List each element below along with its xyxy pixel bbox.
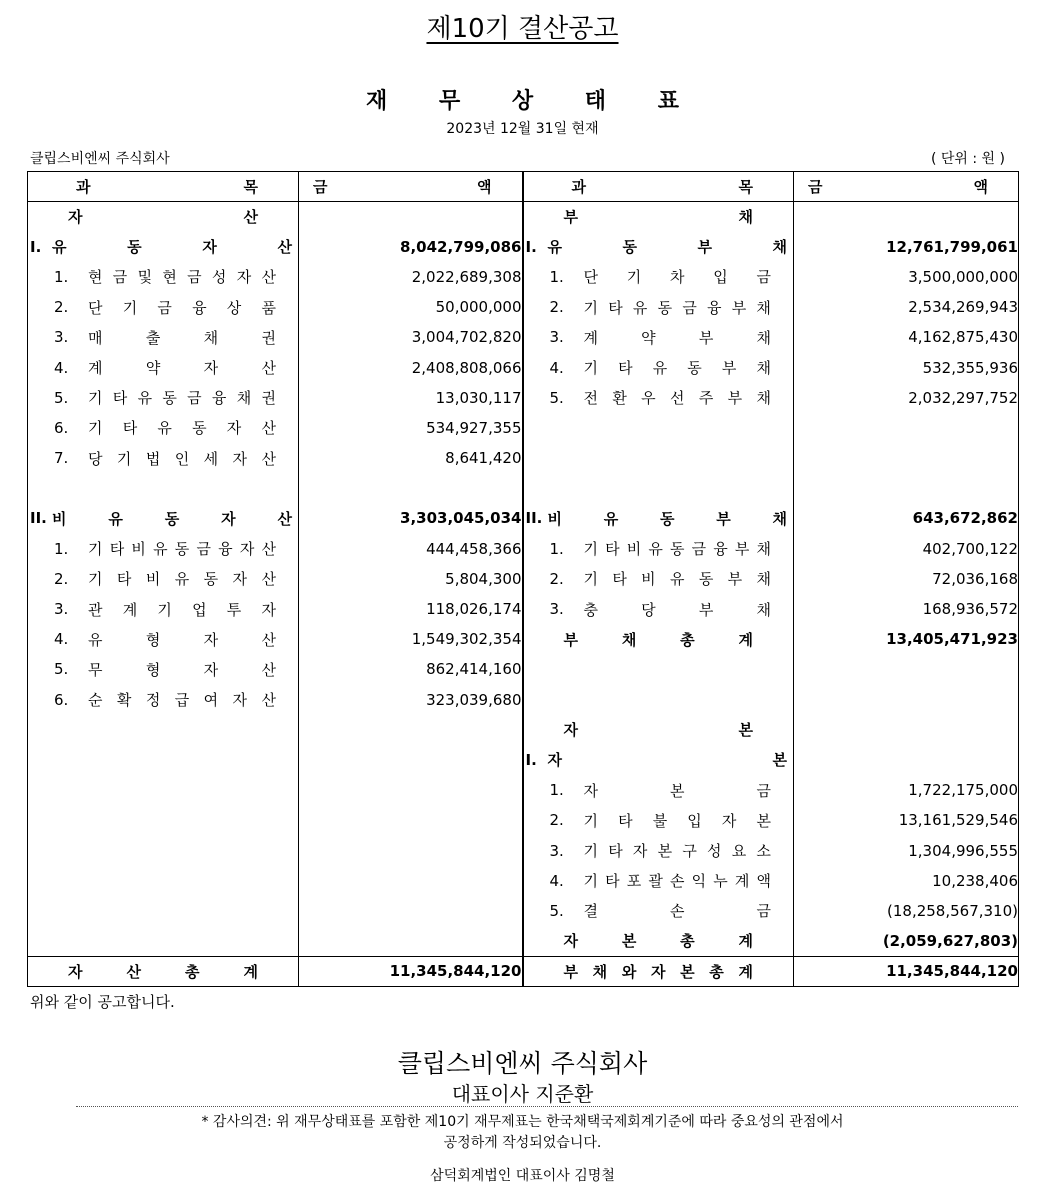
item-number: 4. bbox=[549, 871, 564, 890]
item-label: 기 타 유 동 부 채 bbox=[583, 359, 771, 378]
left-amount-cell: 8,042,799,086 bbox=[299, 232, 523, 262]
item-label: 현 금 및 현 금 성 자 산 bbox=[88, 268, 276, 287]
left-amount-cell bbox=[299, 926, 523, 956]
item-number: 4. bbox=[54, 630, 69, 649]
right-amount-cell: (2,059,627,803) bbox=[794, 926, 1019, 956]
table-row bbox=[28, 383, 1019, 413]
item-number: 7. bbox=[54, 449, 69, 468]
left-amount-cell bbox=[299, 473, 523, 503]
table-row bbox=[28, 202, 1019, 232]
section-label: 유 동 부 채 bbox=[547, 238, 787, 257]
table-row bbox=[28, 715, 1019, 745]
table-row bbox=[28, 443, 1019, 473]
right-item-cell bbox=[523, 866, 794, 896]
right-item-cell bbox=[523, 805, 794, 835]
left-item-cell bbox=[28, 745, 299, 775]
left-amount-cell: 534,927,355 bbox=[299, 413, 523, 443]
right-item-cell bbox=[523, 564, 794, 594]
section-label: 유 동 자 산 bbox=[52, 238, 292, 257]
item-number: 6. bbox=[54, 418, 69, 437]
right-item-cell bbox=[523, 473, 794, 503]
left-amount-cell bbox=[299, 715, 523, 745]
item-label: 충 당 부 채 bbox=[583, 600, 771, 619]
right-item-cell bbox=[523, 443, 794, 473]
item-label: 기 타 유 동 금 융 채 권 bbox=[88, 389, 276, 408]
signature-ceo: 대표이사 지준환 bbox=[451, 1082, 594, 1106]
left-amount-cell bbox=[299, 896, 523, 926]
notice-title: 제10기 결산공고 bbox=[426, 14, 619, 44]
right-amount-cell: (18,258,567,310) bbox=[794, 896, 1019, 926]
left-item-cell bbox=[28, 654, 299, 684]
right-amount-cell: 2,032,297,752 bbox=[794, 383, 1019, 413]
item-label: 기 타 유 동 자 산 bbox=[88, 419, 276, 438]
right-amount-cell: 402,700,122 bbox=[794, 534, 1019, 564]
total-label: 자 산 총 계 bbox=[68, 962, 258, 981]
right-item-cell bbox=[523, 322, 794, 352]
total-label: 부 채 와 자 본 총 계 bbox=[563, 962, 753, 981]
roman-numeral: I. bbox=[525, 750, 537, 769]
header-amount-right: 금 액 bbox=[794, 172, 1019, 202]
right-item-cell bbox=[523, 896, 794, 926]
audit-opinion-line-1: * 감사의견: 위 재무상태표를 포함한 제10기 재무제표는 한국채택국제회계기준에 따라 중요성의 관점에서 bbox=[201, 1114, 844, 1130]
left-item-cell bbox=[28, 896, 299, 926]
item-label: 기 타 비 유 동 금 융 자 산 bbox=[88, 540, 276, 559]
right-amount-cell: 13,161,529,546 bbox=[794, 805, 1019, 835]
item-number: 1. bbox=[54, 539, 69, 558]
right-item-cell bbox=[523, 202, 794, 232]
item-label: 계 약 부 채 bbox=[583, 328, 771, 347]
left-item-cell bbox=[28, 926, 299, 956]
left-item-cell bbox=[28, 443, 299, 473]
item-label: 당 기 법 인 세 자 산 bbox=[88, 449, 276, 468]
item-number: 3. bbox=[54, 328, 69, 347]
right-amount-cell: 4,162,875,430 bbox=[794, 322, 1019, 352]
table-row bbox=[28, 292, 1019, 322]
right-item-cell bbox=[523, 292, 794, 322]
table-row bbox=[28, 745, 1019, 775]
item-label: 무 형 자 산 bbox=[88, 660, 276, 679]
table-row bbox=[28, 262, 1019, 292]
table-row bbox=[28, 624, 1019, 654]
table-row bbox=[28, 775, 1019, 805]
statement-title: 재 무 상 태 표 bbox=[366, 89, 701, 114]
item-label: 기 타 비 유 동 금 융 부 채 bbox=[583, 540, 771, 559]
item-number: 2. bbox=[549, 298, 564, 317]
left-amount-cell bbox=[299, 775, 523, 805]
item-label: 자 본 금 bbox=[583, 781, 771, 800]
left-item-cell bbox=[28, 232, 299, 262]
signature-company: 클립스비엔씨 주식회사 bbox=[397, 1049, 648, 1078]
left-item-cell bbox=[28, 866, 299, 896]
item-number: 3. bbox=[54, 600, 69, 619]
item-number: 3. bbox=[549, 328, 564, 347]
left-amount-cell: 3,303,045,034 bbox=[299, 503, 523, 533]
left-amount-cell bbox=[299, 202, 523, 232]
left-amount-cell: 2,408,808,066 bbox=[299, 352, 523, 382]
right-amount-cell: 2,534,269,943 bbox=[794, 292, 1019, 322]
table-row bbox=[28, 594, 1019, 624]
section-label: 비 유 동 부 채 bbox=[547, 509, 787, 528]
category-label: 자 본 bbox=[563, 721, 753, 740]
roman-numeral: I. bbox=[525, 237, 537, 256]
item-number: 2. bbox=[549, 569, 564, 588]
left-amount-cell: 3,004,702,820 bbox=[299, 322, 523, 352]
right-item-cell bbox=[523, 232, 794, 262]
left-amount-cell: 5,804,300 bbox=[299, 564, 523, 594]
left-amount-cell bbox=[299, 745, 523, 775]
table-row bbox=[28, 926, 1019, 956]
item-label: 계 약 자 산 bbox=[88, 359, 276, 378]
item-number: 4. bbox=[549, 358, 564, 377]
right-amount-cell: 10,238,406 bbox=[794, 866, 1019, 896]
right-amount-cell bbox=[794, 413, 1019, 443]
left-item-cell bbox=[28, 956, 299, 986]
left-amount-cell bbox=[299, 866, 523, 896]
item-number: 1. bbox=[549, 539, 564, 558]
left-item-cell bbox=[28, 534, 299, 564]
item-number: 5. bbox=[54, 660, 69, 679]
right-item-cell bbox=[523, 956, 794, 986]
total-label: 자 본 총 계 bbox=[563, 932, 753, 951]
left-item-cell bbox=[28, 413, 299, 443]
item-label: 전 환 우 선 주 부 채 bbox=[583, 389, 771, 408]
auditor-signature: 삼덕회계법인 대표이사 김명철 bbox=[430, 1168, 615, 1184]
right-amount-cell: 168,936,572 bbox=[794, 594, 1019, 624]
left-item-cell bbox=[28, 715, 299, 745]
item-number: 1. bbox=[549, 267, 564, 286]
right-amount-cell: 12,761,799,061 bbox=[794, 232, 1019, 262]
table-row bbox=[28, 534, 1019, 564]
right-item-cell bbox=[523, 534, 794, 564]
table-row bbox=[28, 564, 1019, 594]
table-row bbox=[28, 685, 1019, 715]
item-label: 단 기 차 입 금 bbox=[583, 268, 771, 287]
left-item-cell bbox=[28, 503, 299, 533]
right-item-cell bbox=[523, 926, 794, 956]
table-row bbox=[28, 956, 1019, 986]
category-label: 자 산 bbox=[68, 208, 258, 227]
item-label: 단 기 금 융 상 품 bbox=[88, 298, 276, 317]
item-number: 3. bbox=[549, 600, 564, 619]
right-amount-cell bbox=[794, 715, 1019, 745]
header-item-left: 과 목 bbox=[28, 172, 299, 202]
left-item-cell bbox=[28, 594, 299, 624]
right-item-cell bbox=[523, 352, 794, 382]
item-number: 2. bbox=[54, 298, 69, 317]
left-item-cell bbox=[28, 564, 299, 594]
item-label: 결 손 금 bbox=[583, 902, 771, 921]
left-amount-cell bbox=[299, 805, 523, 835]
right-item-cell bbox=[523, 715, 794, 745]
left-item-cell bbox=[28, 383, 299, 413]
header-row bbox=[28, 172, 1019, 202]
left-item-cell bbox=[28, 262, 299, 292]
item-label: 유 형 자 산 bbox=[88, 630, 276, 649]
left-amount-cell: 13,030,117 bbox=[299, 383, 523, 413]
right-amount-cell: 3,500,000,000 bbox=[794, 262, 1019, 292]
item-number: 5. bbox=[549, 901, 564, 920]
right-item-cell bbox=[523, 835, 794, 865]
right-amount-cell: 532,355,936 bbox=[794, 352, 1019, 382]
left-amount-cell: 118,026,174 bbox=[299, 594, 523, 624]
table-row bbox=[28, 232, 1019, 262]
item-number: 5. bbox=[549, 388, 564, 407]
right-amount-cell: 1,722,175,000 bbox=[794, 775, 1019, 805]
right-amount-cell: 13,405,471,923 bbox=[794, 624, 1019, 654]
unit-label: ( 단위 : 원 ) bbox=[930, 151, 1005, 167]
left-amount-cell: 2,022,689,308 bbox=[299, 262, 523, 292]
right-item-cell bbox=[523, 383, 794, 413]
item-number: 4. bbox=[54, 358, 69, 377]
header-item-right: 과 목 bbox=[523, 172, 794, 202]
left-amount-cell bbox=[299, 835, 523, 865]
audit-opinion bbox=[0, 1112, 1045, 1154]
right-item-cell bbox=[523, 685, 794, 715]
table-row bbox=[28, 835, 1019, 865]
item-number: 2. bbox=[549, 811, 564, 830]
right-item-cell bbox=[523, 624, 794, 654]
balance-sheet-table bbox=[27, 171, 1019, 987]
item-label: 매 출 채 권 bbox=[88, 328, 276, 347]
left-item-cell bbox=[28, 775, 299, 805]
roman-numeral: I. bbox=[30, 237, 42, 256]
item-number: 5. bbox=[54, 388, 69, 407]
item-number: 1. bbox=[549, 781, 564, 800]
item-number: 6. bbox=[54, 690, 69, 709]
item-label: 순 확 정 급 여 자 산 bbox=[88, 691, 276, 710]
left-item-cell bbox=[28, 352, 299, 382]
table-row bbox=[28, 322, 1019, 352]
right-item-cell bbox=[523, 594, 794, 624]
right-item-cell bbox=[523, 262, 794, 292]
left-item-cell bbox=[28, 292, 299, 322]
item-label: 기 타 자 본 구 성 요 소 bbox=[583, 842, 771, 861]
right-item-cell bbox=[523, 503, 794, 533]
table-row bbox=[28, 866, 1019, 896]
left-item-cell bbox=[28, 473, 299, 503]
item-label: 기 타 비 유 동 부 채 bbox=[583, 570, 771, 589]
right-item-cell bbox=[523, 745, 794, 775]
table-row bbox=[28, 352, 1019, 382]
table-row bbox=[28, 503, 1019, 533]
left-amount-cell: 50,000,000 bbox=[299, 292, 523, 322]
right-amount-cell bbox=[794, 745, 1019, 775]
right-amount-cell bbox=[794, 473, 1019, 503]
roman-numeral: II. bbox=[525, 509, 543, 528]
item-label: 기 타 비 유 동 자 산 bbox=[88, 570, 276, 589]
item-number: 3. bbox=[549, 841, 564, 860]
left-amount-cell: 1,549,302,354 bbox=[299, 624, 523, 654]
left-item-cell bbox=[28, 835, 299, 865]
left-amount-cell: 323,039,680 bbox=[299, 685, 523, 715]
closing-text: 위와 같이 공고합니다. bbox=[30, 993, 175, 1011]
right-amount-cell: 643,672,862 bbox=[794, 503, 1019, 533]
right-amount-cell bbox=[794, 202, 1019, 232]
item-label: 기 타 유 동 금 융 부 채 bbox=[583, 298, 771, 317]
item-label: 관 계 기 업 투 자 bbox=[88, 600, 276, 619]
item-label: 기 타 포 괄 손 익 누 계 액 bbox=[583, 872, 771, 891]
left-amount-cell: 444,458,366 bbox=[299, 534, 523, 564]
right-item-cell bbox=[523, 654, 794, 684]
left-amount-cell: 862,414,160 bbox=[299, 654, 523, 684]
total-label: 부 채 총 계 bbox=[563, 630, 753, 649]
right-item-cell bbox=[523, 775, 794, 805]
left-item-cell bbox=[28, 624, 299, 654]
left-amount-cell: 8,641,420 bbox=[299, 443, 523, 473]
left-item-cell bbox=[28, 202, 299, 232]
category-label: 부 채 bbox=[563, 208, 753, 227]
right-amount-cell: 11,345,844,120 bbox=[794, 956, 1019, 986]
roman-numeral: II. bbox=[30, 509, 47, 528]
right-amount-cell: 1,304,996,555 bbox=[794, 835, 1019, 865]
section-label: 자 본 bbox=[547, 751, 787, 770]
right-amount-cell bbox=[794, 685, 1019, 715]
right-amount-cell: 72,036,168 bbox=[794, 564, 1019, 594]
as-of-date: 2023년 12월 31일 현재 bbox=[446, 121, 599, 137]
left-item-cell bbox=[28, 805, 299, 835]
header-amount-left: 금 액 bbox=[299, 172, 523, 202]
dotted-divider bbox=[76, 1106, 1018, 1107]
table-row bbox=[28, 654, 1019, 684]
left-item-cell bbox=[28, 685, 299, 715]
table-row bbox=[28, 413, 1019, 443]
item-number: 1. bbox=[54, 267, 69, 286]
item-label: 기 타 불 입 자 본 bbox=[583, 811, 771, 830]
audit-opinion-line-2: 공정하게 작성되었습니다. bbox=[443, 1135, 602, 1151]
item-number: 2. bbox=[54, 569, 69, 588]
company-name-top: 클립스비엔씨 주식회사 bbox=[30, 151, 170, 167]
right-amount-cell bbox=[794, 443, 1019, 473]
table-row bbox=[28, 473, 1019, 503]
right-item-cell bbox=[523, 413, 794, 443]
left-item-cell bbox=[28, 322, 299, 352]
table-row bbox=[28, 805, 1019, 835]
left-amount-cell: 11,345,844,120 bbox=[299, 956, 523, 986]
section-label: 비 유 동 자 산 bbox=[52, 509, 292, 528]
right-amount-cell bbox=[794, 654, 1019, 684]
table-row bbox=[28, 896, 1019, 926]
